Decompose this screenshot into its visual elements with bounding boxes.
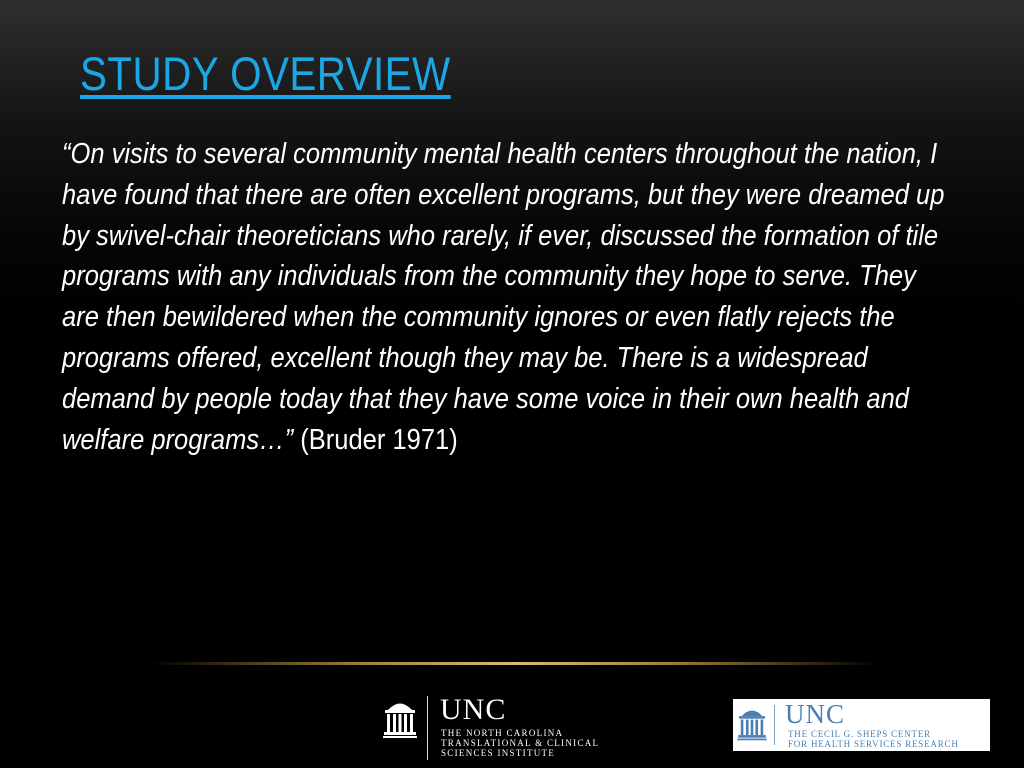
old-well-building-icon (383, 696, 417, 740)
unc-wordmark: UNC (785, 699, 846, 729)
slide-title: STUDY OVERVIEW (80, 47, 451, 100)
sheps-line-2: FOR HEALTH SERVICES RESEARCH (788, 739, 959, 749)
tracs-line-2: TRANSLATIONAL & CLINICAL (441, 738, 600, 748)
logo-separator (774, 705, 775, 745)
tracs-line-1: THE NORTH CAROLINA (441, 728, 564, 738)
nc-tracs-logo (383, 693, 623, 762)
quote-paragraph (62, 134, 960, 460)
footer-divider (150, 662, 880, 665)
old-well-building-icon (737, 704, 767, 742)
citation-text: (Bruder 1971) (293, 423, 458, 456)
tracs-line-3: SCIENCES INSTITUTE (441, 748, 556, 758)
sheps-line-1: THE CECIL G. SHEPS CENTER (788, 729, 931, 739)
sheps-center-logo (733, 699, 990, 751)
quote-text: “On visits to several community mental health centers throughout the nation, I have found that there are often excellent programs, but they were dreamed up by swivel-chair theoreticians who rarely, if ever, discussed the formation of tile programs with any individuals from the community they hope to serve. They are then bewildered when the community ignores or even flatly rejects the programs offered, excellent though they may be. There is a widespread demand by people today that they have some voice in their own health and welfare programs…” (62, 138, 945, 456)
unc-wordmark: UNC (440, 693, 507, 726)
logo-separator (427, 696, 428, 760)
